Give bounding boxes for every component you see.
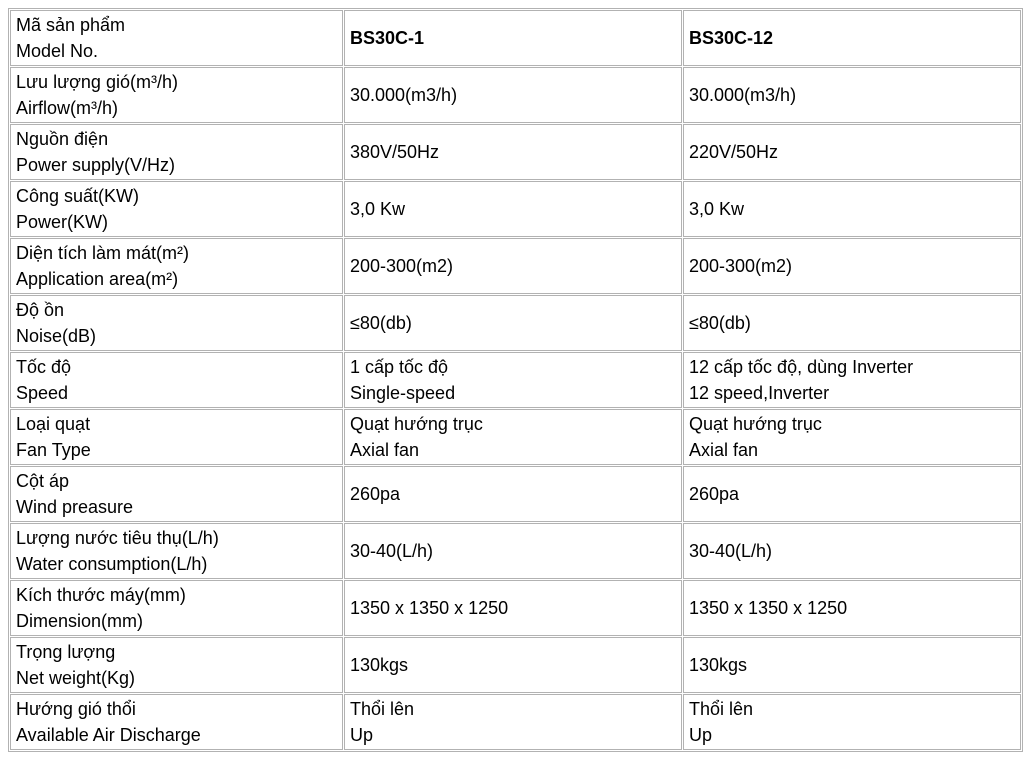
spec-label-cell [10,466,343,522]
label-vi: Nguồn điện [16,129,109,149]
label-vi: Kích thước máy(mm) [16,585,186,605]
label-vi: Độ ồn [16,300,65,320]
label-en: Available Air Discharge [16,725,201,745]
spec-value-bs30c12-cell [683,466,1021,522]
value-line-2: Axial fan [350,440,420,460]
spec-value-bs30c12-cell [683,637,1021,693]
spec-row-weight [10,637,1021,693]
spec-value-bs30c1-cell [344,352,682,408]
value-line-1: 1350 x 1350 x 1250 [350,598,509,618]
label-en: Wind preasure [16,497,134,517]
value-line-1: 130kgs [350,655,409,675]
label-en: Model No. [16,41,99,61]
label-en: Power supply(V/Hz) [16,155,176,175]
spec-value-bs30c12-cell [683,523,1021,579]
spec-row-noise [10,295,1021,351]
label-vi: Trọng lượng [16,642,116,662]
spec-label-cell [10,10,343,66]
spec-label-cell [10,181,343,237]
spec-value-bs30c12-cell [683,238,1021,294]
spec-row-dimension [10,580,1021,636]
spec-label-cell [10,637,343,693]
label-vi: Mã sản phẩm [16,15,126,35]
spec-label-cell [10,238,343,294]
value-line-1: 130kgs [689,655,748,675]
value-line-2: Single-speed [350,383,456,403]
spec-value-bs30c1-cell [344,580,682,636]
spec-row-power-supply [10,124,1021,180]
value-line-1: 200-300(m2) [350,256,454,276]
value-line-1: 260pa [350,484,401,504]
value-line-2: Up [350,725,374,745]
value-line-1: 260pa [689,484,740,504]
value-line-1: Thổi lên [689,699,754,719]
label-vi: Lưu lượng gió(m³/h) [16,72,178,92]
value-line-1: 1350 x 1350 x 1250 [689,598,848,618]
spec-value-bs30c12-cell [683,10,1021,66]
spec-row-model [10,10,1021,66]
spec-label-cell [10,409,343,465]
value-line-1: 3,0 Kw [689,199,745,219]
spec-value-bs30c1-cell [344,10,682,66]
spec-value-bs30c12-cell [683,409,1021,465]
spec-value-bs30c1-cell [344,523,682,579]
label-vi: Công suất(KW) [16,186,140,206]
value-line-1: ≤80(db) [689,313,751,333]
label-en: Net weight(Kg) [16,668,136,688]
label-en: Power(KW) [16,212,109,232]
label-vi: Diện tích làm mát(m²) [16,243,190,263]
value-line-2: Axial fan [689,440,759,460]
value-line-2: Up [689,725,713,745]
label-vi: Hướng gió thổi [16,699,136,719]
spec-label-cell [10,580,343,636]
value-line-1: 12 cấp tốc độ, dùng Inverter [689,357,914,377]
model-name-bs30c12: BS30C-12 [689,28,774,48]
value-line-2: 12 speed,Inverter [689,383,830,403]
label-en: Dimension(mm) [16,611,144,631]
spec-row-wind-pressure [10,466,1021,522]
value-line-1: 30-40(L/h) [689,541,773,561]
value-line-1: Quạt hướng trục [689,414,822,434]
label-en: Airflow(m³/h) [16,98,118,118]
spec-value-bs30c12-cell [683,295,1021,351]
value-line-1: 30.000(m3/h) [350,85,458,105]
spec-row-water [10,523,1021,579]
spec-label-cell [10,124,343,180]
spec-value-bs30c1-cell [344,238,682,294]
spec-row-fan-type [10,409,1021,465]
label-en: Speed [16,383,69,403]
label-en: Noise(dB) [16,326,97,346]
value-line-1: 1 cấp tốc độ [350,357,449,377]
label-en: Water consumption(L/h) [16,554,208,574]
spec-value-bs30c12-cell [683,181,1021,237]
spec-value-bs30c12-cell [683,694,1021,750]
spec-label-cell [10,694,343,750]
spec-value-bs30c1-cell [344,67,682,123]
label-vi: Tốc độ [16,357,72,377]
value-line-1: ≤80(db) [350,313,412,333]
label-en: Fan Type [16,440,91,460]
spec-label-cell [10,295,343,351]
spec-value-bs30c12-cell [683,67,1021,123]
spec-label-cell [10,67,343,123]
value-line-1: Quạt hướng trục [350,414,483,434]
label-vi: Cột áp [16,471,70,491]
spec-value-bs30c12-cell [683,352,1021,408]
spec-value-bs30c12-cell [683,580,1021,636]
spec-value-bs30c1-cell [344,637,682,693]
label-vi: Lượng nước tiêu thụ(L/h) [16,528,219,548]
spec-value-bs30c12-cell [683,124,1021,180]
value-line-1: Thổi lên [350,699,415,719]
spec-value-bs30c1-cell [344,694,682,750]
spec-row-power [10,181,1021,237]
spec-row-discharge [10,694,1021,750]
value-line-1: 200-300(m2) [689,256,793,276]
value-line-1: 30-40(L/h) [350,541,434,561]
spec-row-area [10,238,1021,294]
spec-value-bs30c1-cell [344,409,682,465]
label-en: Application area(m²) [16,269,179,289]
model-name-bs30c1: BS30C-1 [350,28,425,48]
spec-label-cell [10,523,343,579]
spec-value-bs30c1-cell [344,295,682,351]
value-line-1: 3,0 Kw [350,199,406,219]
label-vi: Loại quạt [16,414,91,434]
value-line-1: 220V/50Hz [689,142,779,162]
spec-label-cell [10,352,343,408]
spec-value-bs30c1-cell [344,466,682,522]
spec-value-bs30c1-cell [344,181,682,237]
product-spec-table [8,8,1023,752]
spec-value-bs30c1-cell [344,124,682,180]
value-line-1: 30.000(m3/h) [689,85,797,105]
spec-row-speed [10,352,1021,408]
spec-row-airflow [10,67,1021,123]
value-line-1: 380V/50Hz [350,142,440,162]
